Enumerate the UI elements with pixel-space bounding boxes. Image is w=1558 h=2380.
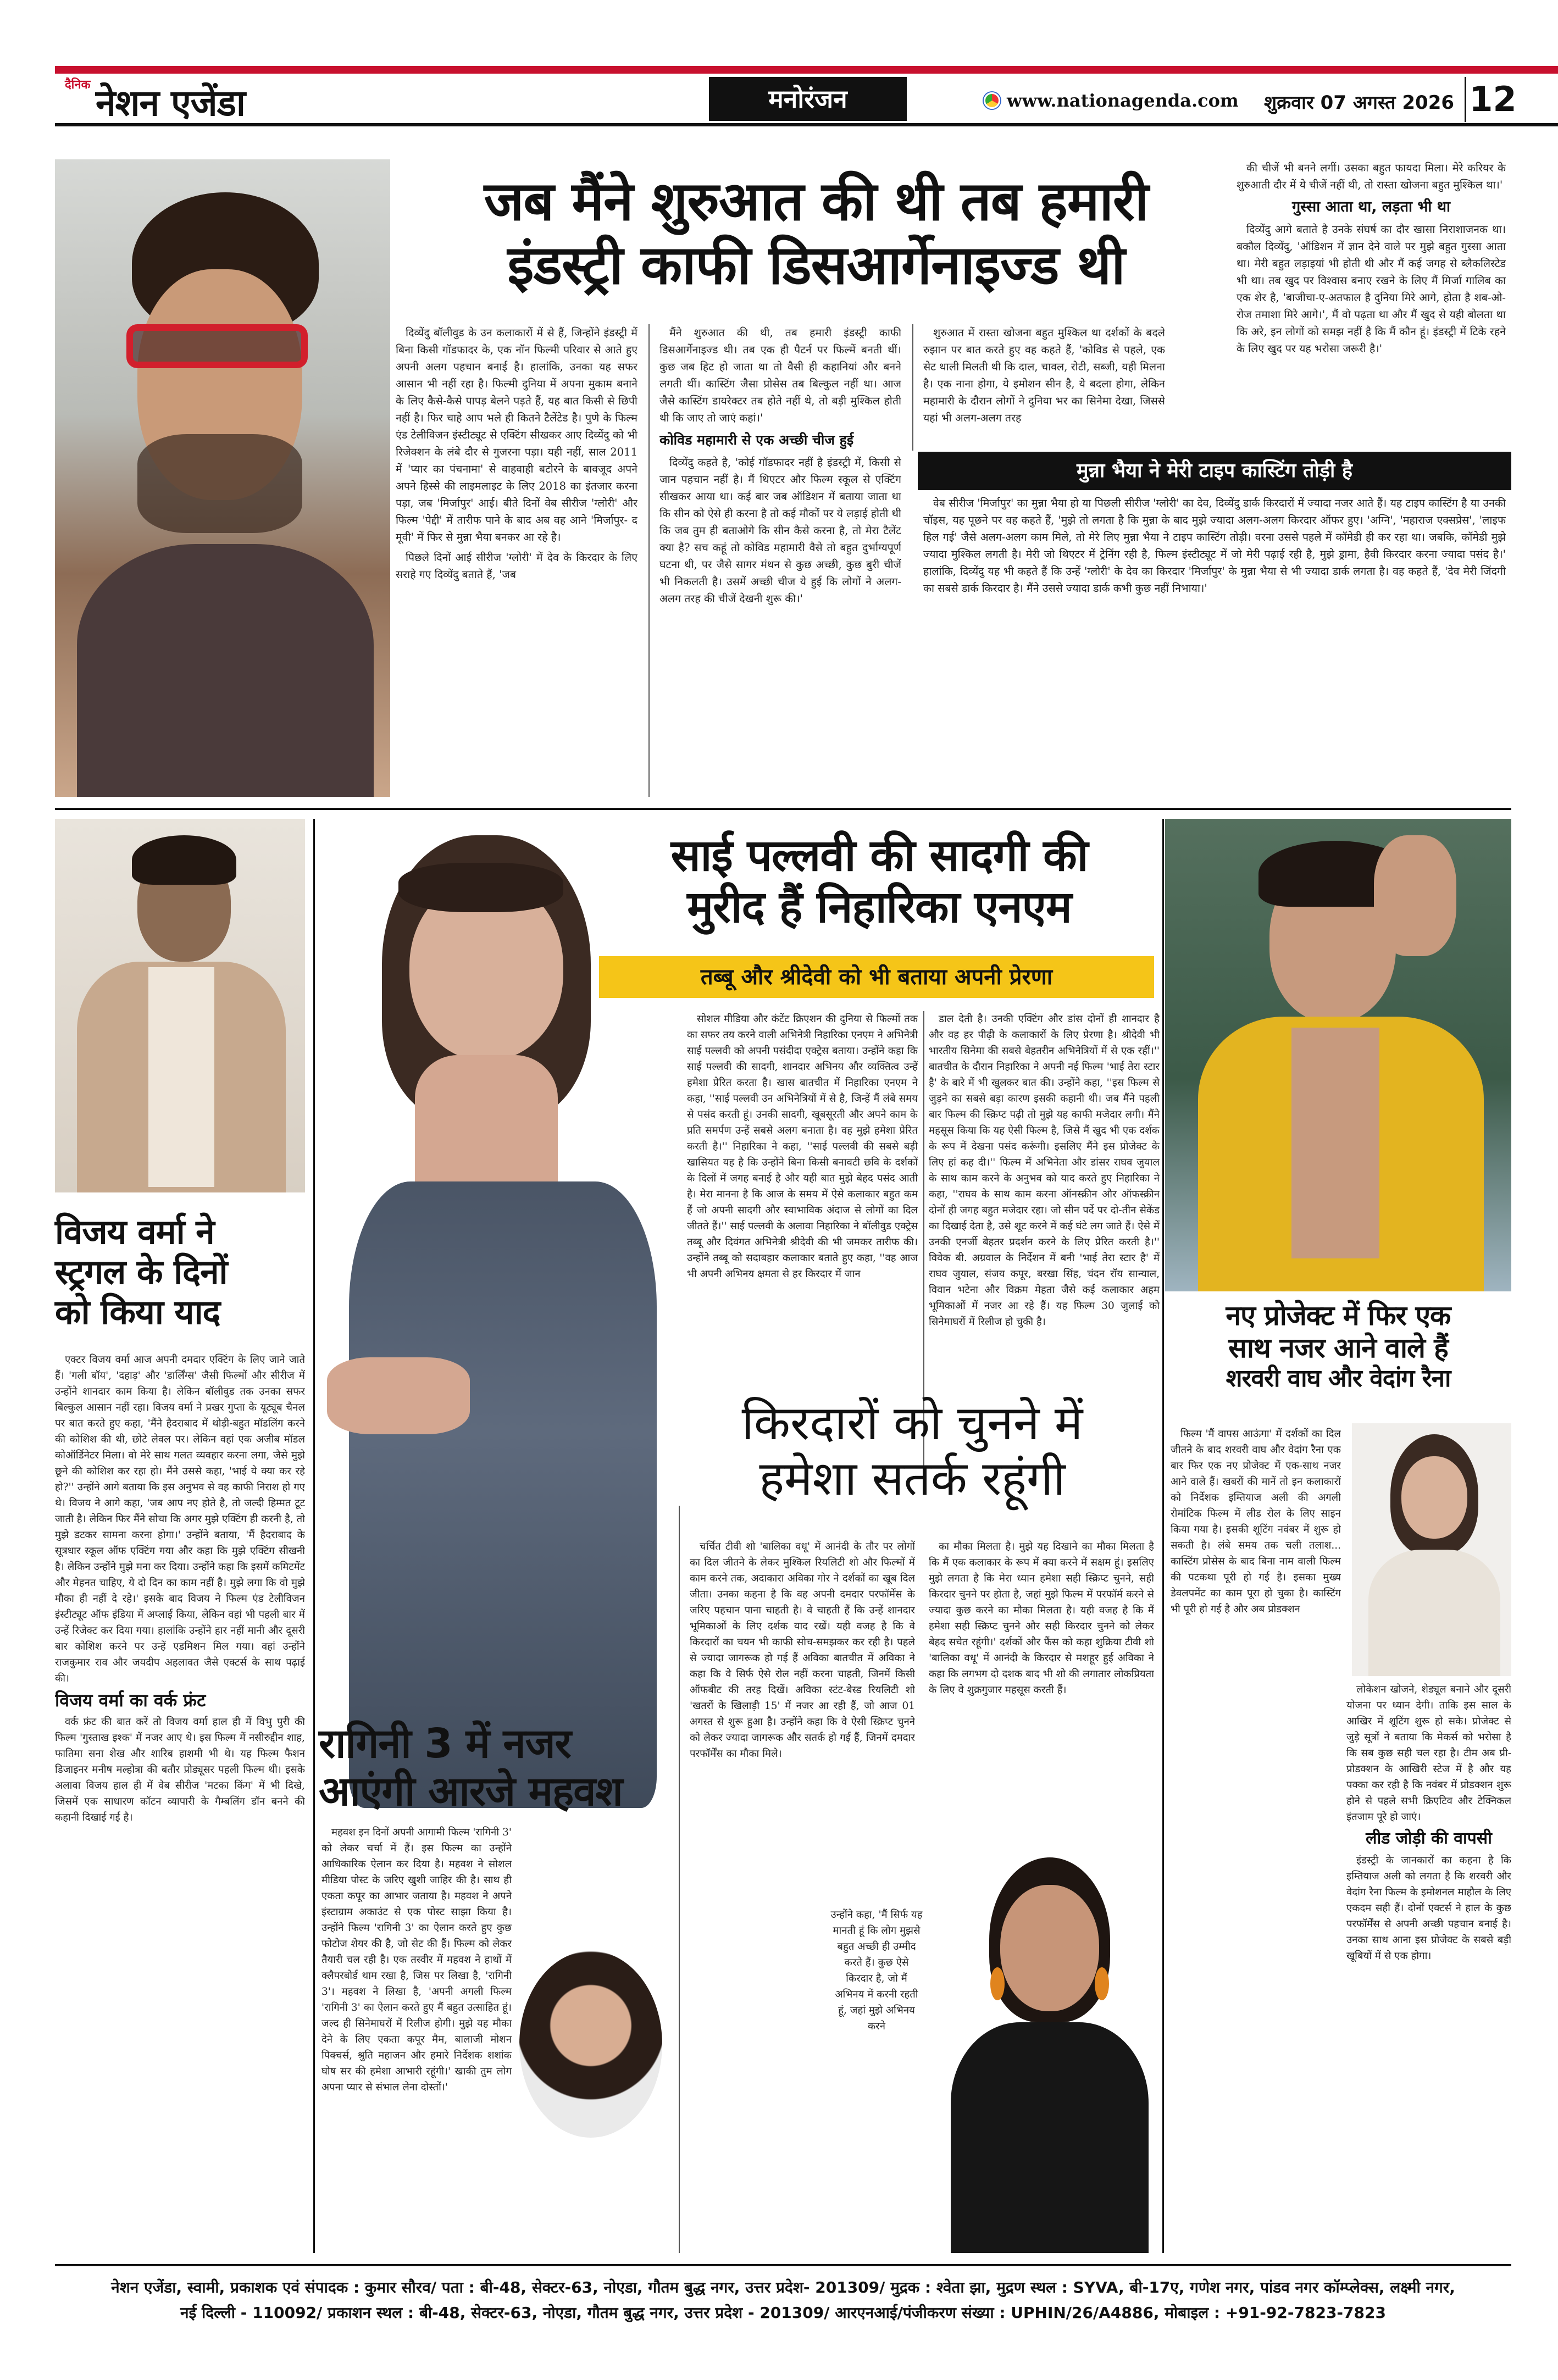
story3-body: [55, 1352, 305, 2253]
story5-body-text: महवश इन दिनों अपनी आगामी फिल्म 'रागिनी 3' को लेकर चर्चा में हैं। इस फिल्म का उन्होंने आधिकारिक ऐलान कर दिया है। महवश ने सोशल मीडिया पोस्ट के जरिए खुशी जाहिर की है। साथ ही एकता कपूर का आभार जताया है। महवश ने अपने इंस्टाग्राम अकाउंट से एक पोस्ट साझा किया है। उन्होंने फिल्म 'रागिनी 3' का ऐलान करते हुए कुछ फोटोज शेयर की है, जो सेट की हैं। फिल्म को लेकर तैयारी चल रही है। एक तस्वीर में महवश ने हाथों में क्लैपरबोर्ड थाम रखा है, जिस पर लिखा है, 'रागिनी 3'। महवश ने लिखा है, 'अपनी अगली फिल्म 'रागिनी 3' का ऐलान करते हुए मैं बहुत उत्साहित हूं। जल्द ही सिनेमाघरों में रिलीज होगी। मुझे यह मौका देने के लिए एकता कपूर मैम, बालाजी मोशन पिक्चर्स, श्रुति महाजन और हमारे निर्देशक शशांक घोष सर की हमेशा आभारी रहूंगी।' खाकी तुम लोग अपना प्यार से संभाल लेना दोस्तों।': [321, 1827, 512, 2093]
vijay-varma-photo: [55, 819, 305, 1192]
story3-headline-line3: को किया याद: [55, 1292, 220, 1333]
story2-col1-text: सोशल मीडिया और कंटेंट क्रिएशन की दुनिया से फिल्मों तक का सफर तय करने वाली अभिनेत्री निहारिका एनएम ने अभिनेत्री साई पल्लवी को अपनी पसंदीदा एक्ट्रेस बताया। उन्होंने कहा कि साई पल्लवी की सादगी, शानदार अभिनय और व्यक्तित्व उन्हें हमेशा प्रेरित करता है। खास बातचीत में निहारिका एनएम ने कहा, ''साई पल्लवी उन अभिनेत्रियों में से है, जिन्हें मैं लंबे समय से पसंद करती हूं। उनकी सादगी, खूबसूरती और अपने काम के प्रति समर्पण उन्हें सबसे अलग बनाता है। वह मुझे हमेशा प्रेरित करती है।'' निहारिका ने कहा, ''साई पल्लवी की सबसे बड़ी खासियत यह है कि उन्होंने बिना किसी बनावटी छवि के दर्शकों के दिलों में जगह बनाई है और यही बात मुझे बेहद पसंद आती है। मेरा मानना है कि आज के समय में ऐसे कलाकार बहुत कम हैं जो अपनी सादगी और स्वाभाविक अंदाज से लोगों का दिल जीतते हैं।'' साई पल्लवी के अलावा निहारिका ने बॉलीवुड एक्ट्रेस तब्बू और दिवंगत अभिनेत्री श्रीदेवी की भी जमकर तारीफ की। उन्होंने तब्बू को सदाबहार कलाकार बताते हुए कहा, ''वह आज भी अपनी अभिनय क्षमता से हर किरदार में जान: [687, 1013, 918, 1280]
story3-sub-work: विजय वर्मा का वर्क फ्रंट: [55, 1690, 206, 1711]
story4-headline: [659, 1396, 1165, 1507]
story3-body-text: एक्टर विजय वर्मा आज अपनी दमदार एक्टिंग के लिए जाने जाते हैं। 'गली बॉय', 'दहाड़' और 'डार्लिंग्स' जैसी फिल्मों और सीरीज में उन्होंने शानदार काम किया है। लेकिन बॉलीवुड तक उनका सफर बिल्कुल आसान नहीं रहा। विजय वर्मा ने प्रखर गुप्ता के यूट्यूब चैनल पर बात करते हुए कहा, 'मैंने हैदराबाद में थोड़ी-बहुत मॉडलिंग करने की कोशिश की थी, छोटे लेवल पर। लेकिन वहां एक अजीब मॉडल कोऑर्डिनेटर मिला। वो मेरे साथ गलत व्यवहार करना लगा, जैसे मुझे छूने की कोशिश कर रहा हो। मैंने उससे कहा, 'भाई ये क्या कर रहे हो?'' उन्होंने आगे बताया कि इस अनुभव से वह काफी निराश हो गए थे। विजय ने आगे कहा, 'जब आप नए होते है, तो जल्दी हिम्मत टूट जाती है। लेकिन फिर मैंने सोचा कि अगर मुझे एक्टिंग ही करनी है, तो मुझे डटकर सामना करना होगा।' उन्होंने बताया, 'मैं हैदराबाद के सूत्रधार स्कूल ऑफ एक्टिंग गया और कहा कि मुझे एक्टिंग सीखनी है। लेकिन उन्होंने मुझे मना कर दिया। उन्होंने कहा कि इसमें कमिटमेंट और मेहनत चाहिए, ये दो दिन का काम नहीं है। मुझे लगा कि वो मुझे मौका ही नहीं दे रहे।' इसके बाद विजय ने फिल्म एंड टेलीविजन इंस्टीट्यूट ऑफ इंडिया में अप्लाई किया, लेकिन वहां भी पहली बार में उन्हें रिजेक्ट कर दिया गया। हालांकि उन्होंने हार नहीं मानी और दूसरी बार कोशिश करने पर उन्हें एडमिशन मिल गया। वहां उन्होंने राजकुमार राव और जयदीप अहलावत जैसे एक्टर्स के साथ पढ़ाई की।: [55, 1354, 305, 1684]
story4-col1-text: चर्चित टीवी शो 'बालिका वधू' में आनंदी के तौर पर लोगों का दिल जीतने के लेकर मुश्किल रियलिटी शो और फिल्मों में काम करने तक, अदाकारा अविका गोर ने दर्शकों का खूब दिल जीता। उनका कहना है कि वह अपनी दमदार परफॉर्मेंस के जरिए पहचान पाना चाहती है। वे चाहती हैं कि उन्हें शानदार भूमिकाओं के लिए दर्शक याद रखें। यही वजह है कि वे किरदारों का चयन भी काफी सोच-समझकर कर रही है। पहले से ज्यादा जागरूक हो गई हैं अविका बातचीत में अविका ने कहा कि वे सिर्फ ऐसे रोल नहीं करना चाहती, जिनमें किसी ऑफबीट की तरह दिखें। अविका स्टंट-बेस्ड रियलिटी शो 'खतरों के खिलाड़ी 15' में नजर आ रही हैं, जो आज 01 अगस्त से शुरू हुआ है। उन्होंने कहा कि वे ऐसी स्क्रिप्ट चुनने को लेकर ज्यादा जागरूक और सतर्क हो गई हैं, जिनमें दमदार परफॉर्मेंस का मौका मिले।: [690, 1541, 915, 1760]
story3-headline-line1: विजय वर्मा ने: [55, 1212, 214, 1252]
story2-col2-text: डाल देती है। उनकी एक्टिंग और डांस दोनों ही शानदार है और वह हर पीढ़ी के कलाकारों के लिए प्रेरणा है। श्रीदेवी भी भारतीय सिनेमा की सबसे बेहतरीन अभिनेत्रियों में से एक रहीं।'' बातचीत के दौरान निहारिका ने अपनी नई फिल्म 'भाई तेरा स्टार है' के बारे में भी खुलकर बात की। उन्होंने कहा, ''इस फिल्म से जुड़ने का सबसे बड़ा कारण इसकी कहानी थी। जब मैंने पहली बार फिल्म की स्क्रिप्ट पढ़ी तो मुझे यह काफी मजेदार लगी। मैंने महसूस किया कि यह ऐसी फिल्म है, जिसे मैं खुद भी एक दर्शक के रूप में देखना पसंद करूंगी। इसलिए मैंने इस प्रोजेक्ट के लिए हां कह दी।'' फिल्म में अभिनेता और डांसर राघव जुयाल के साथ काम करने के अनुभव को याद करते हुए निहारिका ने कहा, ''राघव के साथ काम करना ऑनस्क्रीन और ऑफस्क्रीन दोनों ही जगह बहुत मजेदार रहा। जो सीन पर्दे पर दो-तीन सेकेंड का दिखाई देता है, उसे शूट करने में कई घंटे लग जाते हैं। ऐसे में उनकी एनर्जी बेहतर प्रदर्शन करने के लिए प्रेरित करती है।'' विवेक बी. अग्रवाल के निर्देशन में बनी 'भाई तेरा स्टार है' में राघव जुयाल, संजय कपूर, बरखा सिंह, चंदन रॉय सान्याल, विवान भटेना और विक्रम मेहता जैसे कई कलाकार अहम भूमिकाओं में नजर आ रहे हैं। यह फिल्म 30 जुलाई को सिनेमाघरों में रिलीज हो चुकी है।: [929, 1013, 1160, 1328]
story1-col1b-text: पिछले दिनों आई सीरीज 'ग्लोरी' में देव के किरदार के लिए सराहे गए दिव्येंदु बताते हैं, 'जब: [396, 551, 637, 581]
story2-headline-line2: मुरीद हैं निहारिका एनएम: [687, 881, 1072, 933]
story1-col1-text: दिव्येंदु बॉलीवुड के उन कलाकारों में से हैं, जिन्होंने इंडस्ट्री में बिना किसी गॉडफादर के, एक नॉन फिल्मी परिवार से आते हुए अपनी अलग पहचान बनाई है। हालांकि, उनका यह सफर आसान भी नहीं रहा है। फिल्मी दुनिया में अपना मुकाम बनाने के लिए कैसे-कैसे पापड़ बेलने पड़ते हैं, यह बात किसी से छिपी नहीं है। फिर चाहे आप भले ही कितने टैलेंटेड है। पुणे के फिल्म एंड टेलीविजन इंस्टीट्यूट से एक्टिंग सीखकर आए दिव्येंदु को भी रिजेक्शन के लंबे दौर से गुजरना पड़ा। यही नहीं, साल 2011 में 'प्यार का पंचनामा' से वाहवाही बटोरने के बावजूद अपने अपने हिस्से की लाइमलाइट के लिए 2018 का इंतजार करना पड़ा, जब 'मिर्जापुर' आई। बीते दिनों वेब सीरीज 'ग्लोरी' और फिल्म 'पेद्दी' में तारीफ पाने के बाद अब वह आने 'मिर्जापुर- द मूवी' में फिर से मुन्ना भैया बनकर आ रहे है।: [396, 326, 637, 543]
divyendu-photo: [55, 159, 390, 797]
rule: [648, 324, 650, 797]
orange-earring-icon: [990, 1967, 1005, 2000]
website[interactable]: [984, 87, 1242, 114]
avika-gor-photo: [929, 1857, 1160, 2253]
story2-headline-line1: साई पल्लवी की सादगी की: [670, 830, 1088, 881]
story6-col1b-text: लोकेशन खोजने, शेड्यूल बनाने और दूसरी योजना पर ध्यान देगी। ताकि इस साल के आखिर में शूटिंग शुरू हो सके। प्रोजेक्ट से जुड़े सूत्रों ने बताया कि मेकर्स को भरोसा है कि सब कुछ सही चल रहा है। टीम अब प्री-प्रोडक्शन के आखिरी स्टेज में है और यह पक्का कर रही है कि नवंबर में प्रोडक्शन शुरू होने से पहले सभी क्रिएटिव और टेक्निकल इंतजाम पूरे हो जाएं।: [1346, 1684, 1511, 1823]
brand-name: नेशन एजेंडा: [96, 82, 245, 124]
denim-dress: [349, 1181, 657, 1808]
rule: [679, 1506, 680, 2253]
story2-subhead-banner: [599, 956, 1154, 998]
story6-sub-lead: लीड जोड़ी की वापसी: [1366, 1829, 1492, 1848]
story6-headline-line3: शरवरी वाघ और वेदांग रैना: [1226, 1364, 1451, 1393]
rule: [313, 819, 315, 2253]
sharvari-photo: [1352, 1423, 1511, 1676]
section-label: मनोरंजन: [768, 84, 847, 114]
rule: [912, 324, 913, 451]
rule: [1162, 819, 1164, 2253]
story4-col1b: [830, 1907, 923, 2253]
story1-sub-munna: मुन्ना भैया ने मेरी टाइप कास्टिंग तोड़ी है: [1076, 459, 1353, 482]
story5-headline-line2: आएंगी आरजे महवश: [319, 1768, 623, 1816]
page-number: 12: [1465, 77, 1520, 122]
story6-col1b: [1346, 1682, 1511, 2187]
story2-headline: [583, 830, 1176, 934]
section-tag: [709, 77, 907, 121]
story6-col1-text: फिल्म 'मैं वापस आऊंगा' में दर्शकों का दिल जीतने के बाद शरवरी वाघ और वेदांग रैना एक बार फिर एक नए प्रोजेक्ट में एक-साथ नजर आने वाले हैं। खबरों की मानें तो इन कलाकारों को निर्देशक इम्तियाज अली की अगली रोमांटिक फिल्म में लीड रोल के लिए साइन किया गया है। इसकी शूटिंग नवंबर में शुरू हो सकती है। लंबे समय तक चली तलाश... कास्टिंग प्रोसेस के बाद बिना नाम वाली फिल्म की पटकथा पूरी हो गई है। इसका मुख्य डेवलपमेंट का काम पूरा हो चुका है। कास्टिंग भी पूरी हो गई है और अब प्रोडक्शन: [1171, 1428, 1341, 1615]
brand-logo: [60, 71, 368, 126]
story1-col4c-text: वेब सीरीज 'मिर्जापुर' का मुन्ना भैया हो या पिछली सीरीज 'ग्लोरी' का देव, दिव्येंदु डार्क किरदारों में ज्यादा नजर आते हैं। यह टाइप कास्टिंग है या उनकी चॉइस, यह पूछने पर वह कहते हैं, 'मुझे तो लगता है कि मुन्ना के बाद मुझे ज्यादा अलग-अलग किरदार ऑफर हुए। 'अग्नि', 'महाराज एक्सप्रेस', 'लाइफ हिल गई' जैसे अलग-अलग काम मिले, तो मेरे लिए मुन्ना भैया ने टाइप कास्टिंग तोड़ी। वरना उससे पहले में कॉमेडी ही कर रहा था। जबकि, कॉमेडी मुझे ज्यादा मुश्किल लगती है। मेरी जो थिएटर में ट्रेनिंग रही है, फिल्म इंस्टीट्यूट में जो मेरी पढ़ाई रही है, मुझे ड्रामा, हैवी किरदार करना ज्यादा पसंद है।' हालांकि, दिव्येंदु यह भी कहते हैं कि उन्हें 'ग्लोरी' के देव का किरदार 'मिर्जापुर' के मुन्ना भैया से भी ज्यादा डार्क लगता है। वह कहते हैं, 'देव मेरी जिंदगी का सबसे डार्क किरदार है। मैंने उससे ज्यादा डार्क कभी कुछ नहीं निभाया।': [923, 497, 1506, 595]
story5-body: [321, 1824, 662, 2253]
story3-body2-text: वर्क फ्रंट की बात करें तो विजय वर्मा हाल ही में विभु पुरी की फिल्म 'गुस्ताख इश्क' में नजर आए थे। इस फिल्म में नसीरुद्दीन शाह, फातिमा सना शेख और शारिब हाशमी भी थे। यह फिल्म फैशन डिजाइनर मनीष मल्होत्रा की बतौर प्रोड्यूसर पहली फिल्म थी। इसके अलावा विजय हाल ही में वेब सीरीज 'मटका किंग' में भी दिखे, जिसमें एक साधारण कॉटन व्यापारी के गैम्बलिंग डॉन बनने की कहानी दिखाई गई है।: [55, 1716, 305, 1823]
story1-col2-text: मैंने शुरुआत की थी, तब हमारी इंडस्ट्री काफी डिसआर्गेनाइज्ड थी। तब एक ही पैटर्न पर फिल्में बनती थीं। कुछ जब हिट हो जाता था तो वैसी ही कहानियां और बनने लगती थीं। कास्टिंग जैसा प्रोसेस तब बिल्कुल नहीं था। आज जैसे कास्टिंग डायरेक्टर तब होते नहीं थे, तो बड़ी मुश्किल होती थी कि जाए तो जाएं कहां।': [659, 326, 901, 424]
story1-col3: [923, 324, 1165, 451]
story1-col4: [1237, 159, 1506, 451]
story1-col5: [923, 495, 1506, 797]
story5-headline: [319, 1720, 681, 1816]
story1-sub-anger: गुस्सा आता था, लड़ता भी था: [1291, 198, 1451, 215]
story6-headline: [1165, 1300, 1511, 1393]
story4-col1b-text: उन्होंने कहा, 'मैं सिर्फ यह मानती हूं कि लोग मुझसे बहुत अच्छी ही उम्मीद करते हैं। कुछ ऐसे किरदार है, जो मैं अभिनय में करनी रहती हूं, जहां मुझे अभिनय करने: [830, 1909, 923, 2032]
story1-col3-text: शुरुआत में रास्ता खोजना बहुत मुश्किल था दर्शकों के बदले रुझान पर बात करते हुए वह कहते हैं, 'कोविड से पहले, एक सेट थाली मिलती थी कि दाल, चावल, रोटी, सब्जी, यही मिलना है। एक नाना होगा, ये इमोशन सीन है, ये बदला होगा, लेकिन महामारी के दौरान लोगों ने दुनिया भर का सिनेमा देखा, जिससे यहां भी अलग-अलग तरह: [923, 326, 1165, 424]
website-url: www.nationagenda.com: [1007, 90, 1239, 111]
story1-headline-line1: जब मैंने शुरुआत की थी तब हमारी: [484, 170, 1149, 233]
story6-col1c-text: इंडस्ट्री के जानकारों का कहना है कि इम्तियाज अली को लगता है कि शरवरी और वेदांग रैना फिल्म के इमोशनल माहौल के लिए एकदम सही हैं। दोनों एक्टर्स ने हाल के कुछ परफॉर्मेंस से अपनी अच्छी पहचान बनाई है। उनका साथ आना इस प्रोजेक्ट के सबसे बड़ी खूबियों में से एक होगा।: [1346, 1855, 1511, 1962]
story1-munna-banner: [918, 452, 1511, 490]
story1-sub-covid: कोविड महामारी से एक अच्छी चीज हुई: [659, 432, 854, 448]
footer-line1: नेशन एजेंडा, स्वामी, प्रकाशक एवं संपादक : कुमार सौरव/ पता : बी-48, सेक्टर-63, नोएडा, गौतम बुद्ध नगर, उत्तर प्रदेश- 201309/ मुद्रक : श्वेता झा, मुद्रण स्थल : SYVA, बी-17ए, गणेश नगर, पांडव नगर कॉम्प्लेक्स, लक्ष्मी नगर,: [111, 2278, 1455, 2296]
story1-col4b-text: दिव्येंदु आगे बताते है उनके संघर्ष का दौर खासा निराशाजनक था। बकौल दिव्येंदु, 'ऑडिशन में ज्ञान देने वाले पर मुझे बहुत गुस्सा आता था। मेरी बहुत लड़ाइयां भी होती थी और मैं कई जगह से ब्लैकलिस्टेड भी था। तब खुद पर विश्वास बनाए रखने के लिए मैं मिर्जा गालिब का एक शेर है, 'बाजीचा-ए-अतफाल है दुनिया मिरे आगे, होता है शब-ओ-रोज तमाशा मिरे आगे।', मैं वो पढ़ता था और मैं खुद से यही बोलता था कि अरे, इन लोगों को समझ नहीं है कि मैं कौन हूं। इंडस्ट्री में टिके रहने के लिए खुद पर यह भरोसा जरूरी है।': [1237, 223, 1506, 355]
story3-headline-line2: स्ट्रगल के दिनों: [55, 1252, 228, 1292]
mahvash-photo: [519, 1951, 662, 2138]
brand-small: दैनिक: [65, 78, 91, 92]
story6-headline-line1: नए प्रोजेक्ट में फिर एक: [1226, 1300, 1451, 1332]
story4-headline-line1: किरदारों को चुनने में: [741, 1396, 1083, 1451]
story5-headline-line1: रागिनी 3 में नजर: [319, 1720, 571, 1767]
story1-headline: [396, 170, 1237, 297]
red-sunglasses: [126, 324, 308, 368]
story4-col1: [690, 1539, 915, 1907]
story4-col2: [929, 1539, 1154, 1879]
globe-icon: [984, 92, 1000, 109]
footer-imprint: [55, 2275, 1511, 2326]
date: शुक्रवार 07 अगस्त 2026: [1264, 92, 1455, 114]
story1-col2: [659, 324, 901, 797]
story1-col2b-text: दिव्येंदु कहते है, 'कोई गॉडफादर नहीं है इंडस्ट्री में, किसी से जान पहचान नहीं है। मैं थिएटर और फिल्म स्कूल से एक्टिंग सीखकर आया था। कई बार जब ऑडिशन में बताया जाता था कि सीन को ऐसे ही करना है तो कई मौकों पर ये लड़ाई होती थी कि जब तुम ही बताओगे कि सीन कैसे करना है, तो मेरा टैलेंट क्या है? सच कहूं तो कोविड महामारी वैसे तो बहुत दुर्भाग्यपूर्ण घटना थी, पर जैसे सागर मंथन से कुछ अच्छी, कुछ बुरी चीजें भी निकलती है। उसमें अच्छी चीज ये हुई कि लोगों ने अलग-अलग तरह की चीजें देखनी शुरू की।': [659, 456, 901, 605]
footer-rule: [55, 2264, 1511, 2266]
story4-headline-line2: हमेशा सतर्क रहूंगी: [759, 1451, 1066, 1507]
footer-line2: नई दिल्ली - 110092/ प्रकाशन स्थल : बी-48, सेक्टर-63, नोएडा, गौतम बुद्ध नगर, उत्तर प्रदेश - 201309/ आरएनआई/पंजीकरण संख्या : UPHIN/26/A4886, मोबाइल : +91-92-7823-7823: [180, 2304, 1386, 2322]
story6-col1: [1171, 1426, 1341, 1849]
vedang-raina-photo: [1165, 819, 1511, 1291]
story1-headline-line2: इंडस्ट्री काफी डिसआर्गेनाइज्ड थी: [507, 234, 1125, 297]
rule: [55, 808, 1511, 810]
story1-col1: [396, 324, 637, 797]
story6-headline-line2: साथ नजर आने वाले हैं: [1228, 1332, 1448, 1364]
story1-col4-text: की चीजें भी बनने लगीं। उसका बहुत फायदा मिला। मेरे करियर के शुरुआती दौर में ये चीजें नहीं थी, तो रास्ता खोजना बहुत मुश्किल था।': [1237, 162, 1506, 191]
story3-headline: [55, 1212, 305, 1332]
story4-col2-text: का मौका मिलता है। मुझे यह दिखाने का मौका मिलता है कि मैं एक कलाकार के रूप में क्या करने में सक्षम हूं। इसलिए मुझे लगता है कि मेरा ध्यान हमेशा सही स्क्रिप्ट चुनने, सही किरदार चुनने पर होता है, जहां मुझे फिल्म में परफॉर्म करने से ज्यादा कुछ करने का मौका मिलता है। यही वजह है कि मैं हमेशा सही स्क्रिप्ट चुनने और सही किरदार चुनने को लेकर बेहद सचेत रहूंगी।' दर्शकों और फैंस को कहा शुक्रिया टीवी शो 'बालिका वधू' में आनंदी के किरदार से मशहूर हुई अविका ने कहा कि लगभग दो दशक बाद भी शो की लगातार लोकप्रियता के लिए वे शुक्रगुजार महसूस करती हैं।: [929, 1541, 1154, 1696]
story2-subhead: तब्बू और श्रीदेवी को भी बताया अपनी प्रेरणा: [700, 964, 1053, 990]
